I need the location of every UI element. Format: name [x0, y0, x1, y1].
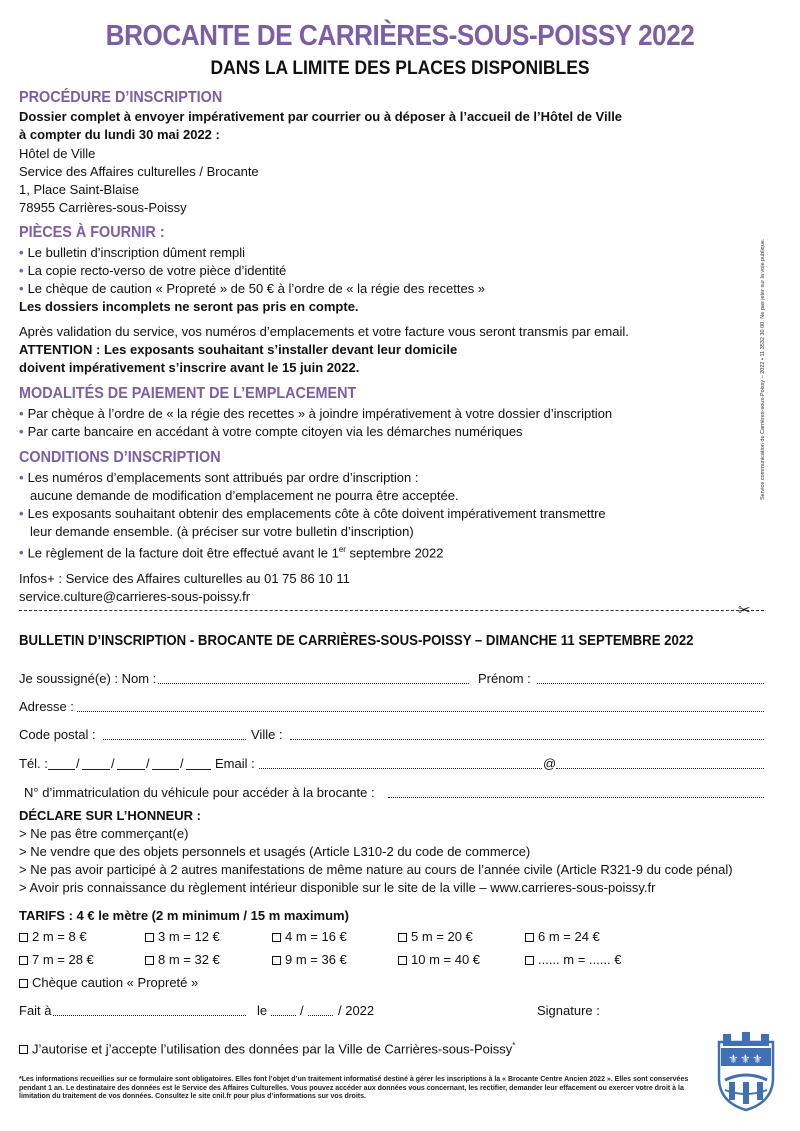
paiement-heading: MODALITÉS DE PAIEMENT DE L’EMPLACEMENT: [19, 385, 357, 402]
svg-text:⚜: ⚜: [740, 1052, 751, 1066]
tel-field[interactable]: [186, 769, 211, 770]
infos-email[interactable]: service.culture@carrieres-sous-poissy.fr: [19, 589, 251, 604]
list-item: • Le chèque de caution « Propreté » de 50 € à l’ordre de « la régie des recettes »: [19, 281, 486, 296]
scissors-icon: ✂: [738, 602, 751, 619]
tarif-checkbox[interactable]: 4 m = 16 €: [272, 929, 347, 944]
at-sign: @: [543, 756, 557, 771]
nom-label: Je soussigné(e) : Nom :: [19, 671, 157, 686]
bullet-icon: •: [19, 470, 24, 485]
declaration-item: > Ne pas être commerçant(e): [19, 826, 189, 841]
bullet-icon: •: [19, 406, 24, 421]
date-day-field[interactable]: [271, 1015, 296, 1016]
procedure-heading: PROCÉDURE D’INSCRIPTION: [19, 89, 223, 106]
immat-field[interactable]: [388, 797, 764, 798]
cut-line: [19, 610, 764, 611]
adresse-field[interactable]: [77, 711, 764, 712]
checkbox-icon[interactable]: [272, 933, 281, 942]
address-line: Service des Affaires culturelles / Brocante: [19, 164, 259, 179]
le-label: le: [257, 1003, 268, 1018]
bullet-icon: •: [19, 424, 24, 439]
city-crest-logo: [715, 1032, 777, 1112]
checkbox-icon[interactable]: [398, 933, 407, 942]
ville-field[interactable]: [290, 739, 764, 740]
address-line: Hôtel de Ville: [19, 146, 96, 161]
email-field-user[interactable]: [259, 768, 542, 769]
svg-text:⚜: ⚜: [728, 1052, 739, 1066]
list-item: • Le règlement de la facture doit être effectué avant le 1er septembre 2022: [19, 545, 444, 561]
declaration-item: > Ne vendre que des objets personnels et usagés (Article L310-2 du code de commerce): [19, 844, 531, 859]
page-subtitle: DANS LA LIMITE DES PLACES DISPONIBLES: [210, 58, 590, 79]
conditions-heading: CONDITIONS D’INSCRIPTION: [19, 449, 221, 466]
tel-field[interactable]: [117, 769, 145, 770]
checkbox-icon[interactable]: [398, 956, 407, 965]
tel-field[interactable]: [82, 769, 110, 770]
page-title: BROCANTE DE CARRIÈRES-SOUS-POISSY 2022: [105, 20, 695, 52]
procedure-line-2: à compter du lundi 30 mai 2022 :: [19, 127, 220, 142]
pieces-warning: Les dossiers incomplets ne seront pas pris en compte.: [19, 299, 359, 314]
attention-line-1: ATTENTION : Les exposants souhaitant s’installer devant leur domicile: [19, 342, 458, 357]
list-item: • Par carte bancaire en accédant à votre compte citoyen via les démarches numériques: [19, 424, 523, 439]
date-month-field[interactable]: [308, 1015, 333, 1016]
validation-text: Après validation du service, vos numéros d’emplacements et votre facture vous seront transmis par email.: [19, 324, 629, 339]
tarif-checkbox[interactable]: 9 m = 36 €: [272, 952, 347, 967]
bullet-icon: •: [19, 506, 24, 521]
list-item-cont: aucune demande de modification d’emplacement ne pourra être acceptée.: [30, 488, 459, 503]
nom-field[interactable]: [158, 683, 469, 684]
bullet-icon: •: [19, 545, 24, 561]
footnote: *Les informations recueillies sur ce formulaire sont obligatoires. Elles font l’objet d’un traitement informatisé destiné à gérer les inscriptions à la « Brocante Centre Ancien 2022 ». Elles sont conservées pendant 1 an. Le destinataire des données est le Service des Affaires Culturelles. Vous pouvez accéder aux données vous concernant, les rectifier, demander leur effacement ou exercer votre droit à la limitation du traitement de vos données. Consultez le site cnil.fr pour plus d’informations sur vos droits.: [19, 1076, 689, 1100]
tarif-checkbox[interactable]: ...... m = ...... €: [525, 952, 621, 967]
cp-field[interactable]: [103, 739, 246, 740]
tel-separator: /: [76, 756, 80, 771]
checkbox-icon[interactable]: [19, 956, 28, 965]
tarif-checkbox[interactable]: 5 m = 20 €: [398, 929, 473, 944]
tel-separator: /: [146, 756, 150, 771]
email-field-domain[interactable]: [556, 768, 764, 769]
declaration-item: > Ne pas avoir participé à 2 autres manifestations de même nature au cours de l’année civile (Article R321-9 du code pénal): [19, 862, 733, 877]
fait-field[interactable]: [53, 1015, 246, 1016]
tarif-checkbox[interactable]: 3 m = 12 €: [145, 929, 220, 944]
date-separator: /: [300, 1003, 304, 1018]
infos-phone: Infos+ : Service des Affaires culturelles au 01 75 86 10 11: [19, 571, 350, 586]
tarifs-heading: TARIFS : 4 € le mètre (2 m minimum / 15 m maximum): [19, 908, 349, 923]
list-item-cont: leur demande ensemble. (à préciser sur votre bulletin d’inscription): [30, 524, 414, 539]
consent-checkbox[interactable]: J’autorise et j’accepte l’utilisation des données par la Ville de Carrières-sous-Poissy*: [19, 1041, 515, 1056]
cp-label: Code postal :: [19, 727, 96, 742]
list-item: • Par chèque à l’ordre de « la régie des recettes » à joindre impérativement à votre dossier d’inscription: [19, 406, 613, 421]
procedure-line-1: Dossier complet à envoyer impérativement par courrier ou à déposer à l’accueil de l’Hôtel de Ville: [19, 109, 623, 124]
tel-separator: /: [111, 756, 115, 771]
prenom-label: Prénom :: [478, 671, 531, 686]
checkbox-icon[interactable]: [145, 956, 154, 965]
declaration-item: > Avoir pris connaissance du règlement intérieur disponible sur le site de la ville – www.carrieres-sous-poissy.fr: [19, 880, 656, 895]
ville-label: Ville :: [251, 727, 283, 742]
checkbox-icon[interactable]: [525, 956, 534, 965]
adresse-label: Adresse :: [19, 699, 74, 714]
tel-label: Tél. :: [19, 756, 48, 771]
tarif-checkbox[interactable]: 2 m = 8 €: [19, 929, 87, 944]
side-note: Service communication de Carrières-sous-Poissy – 2022 • 11 3532 30 00. Ne pas jeter sur la voie publique.: [760, 238, 766, 500]
declare-heading: DÉCLARE SUR L’HONNEUR :: [19, 808, 202, 823]
svg-text:⚜: ⚜: [752, 1052, 763, 1066]
address-line: 1, Place Saint-Blaise: [19, 182, 139, 197]
signature-label: Signature :: [537, 1003, 600, 1018]
tel-field[interactable]: [152, 769, 179, 770]
immat-label: N° d’immatriculation du véhicule pour accéder à la brocante :: [24, 785, 375, 800]
bulletin-title: BULLETIN D’INSCRIPTION - BROCANTE DE CARRIÈRES-SOUS-POISSY – DIMANCHE 11 SEPTEMBRE 2022: [19, 632, 694, 649]
date-year: / 2022: [338, 1003, 375, 1018]
cheque-checkbox[interactable]: Chèque caution « Propreté »: [19, 975, 198, 990]
tarif-checkbox[interactable]: 6 m = 24 €: [525, 929, 600, 944]
tel-field[interactable]: [48, 769, 75, 770]
address-line: 78955 Carrières-sous-Poissy: [19, 200, 187, 215]
bullet-icon: •: [19, 263, 24, 278]
attention-line-2: doivent impérativement s’inscrire avant le 15 juin 2022.: [19, 360, 360, 375]
checkbox-icon[interactable]: [19, 933, 28, 942]
checkbox-icon[interactable]: [19, 1045, 28, 1054]
email-label: Email :: [215, 756, 255, 771]
checkbox-icon[interactable]: [19, 979, 28, 988]
bullet-icon: •: [19, 245, 24, 260]
prenom-field[interactable]: [537, 683, 764, 684]
tarif-checkbox[interactable]: 10 m = 40 €: [398, 952, 480, 967]
checkbox-icon[interactable]: [272, 956, 281, 965]
checkbox-icon[interactable]: [525, 933, 534, 942]
tarif-checkbox[interactable]: 8 m = 32 €: [145, 952, 220, 967]
list-item: • Le bulletin d’inscription dûment rempli: [19, 245, 246, 260]
list-item: • Les exposants souhaitant obtenir des emplacements côte à côte doivent impérativement transmettre: [19, 506, 606, 521]
fait-label: Fait à: [19, 1003, 52, 1018]
tarif-checkbox[interactable]: 7 m = 28 €: [19, 952, 94, 967]
pieces-heading: PIÈCES À FOURNIR :: [19, 224, 165, 241]
tel-separator: /: [180, 756, 184, 771]
list-item: • Les numéros d’emplacements sont attribués par ordre d’inscription :: [19, 470, 419, 485]
list-item: • La copie recto-verso de votre pièce d’identité: [19, 263, 287, 278]
checkbox-icon[interactable]: [145, 933, 154, 942]
bullet-icon: •: [19, 281, 24, 296]
